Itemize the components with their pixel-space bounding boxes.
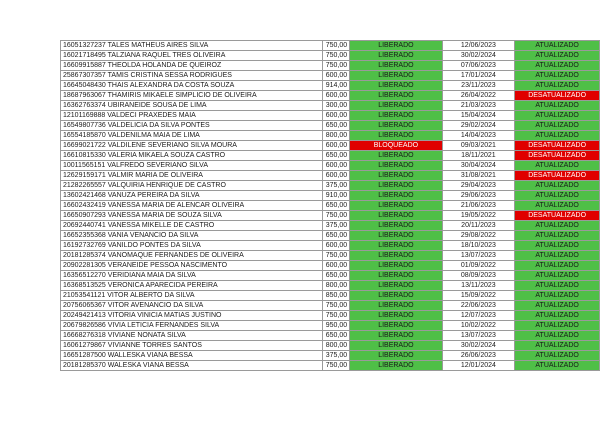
date-cell: 23/11/2023	[442, 81, 515, 91]
value-cell: 600,00	[323, 261, 350, 271]
situation-cell: ATUALIZADO	[515, 201, 600, 211]
situation-cell: DESATUALIZADO	[515, 171, 600, 181]
situation-cell: ATUALIZADO	[515, 271, 600, 281]
table-row	[61, 291, 600, 301]
situation-cell: ATUALIZADO	[515, 231, 600, 241]
name-cell: 25867307357 TAMIS CRISTINA SESSA RODRIGUES	[61, 71, 323, 81]
value-cell: 375,00	[323, 181, 350, 191]
table-row	[61, 351, 600, 361]
name-cell: 12101169888 VALDECI PRAXEDES MAIA	[61, 111, 323, 121]
value-cell: 375,00	[323, 351, 350, 361]
value-cell: 650,00	[323, 151, 350, 161]
situation-cell: ATUALIZADO	[515, 81, 600, 91]
date-cell: 12/07/2023	[442, 311, 515, 321]
status-cell: LIBERADO	[350, 161, 442, 171]
name-cell: 16554185870 VALDENILMA MAIA DE LIMA	[61, 131, 323, 141]
value-cell: 375,00	[323, 221, 350, 231]
table-row	[61, 71, 600, 81]
name-cell: 18687963067 THAMIRIS MIKAELE SIMPLICIO DE OLIVEIRA	[61, 91, 323, 101]
situation-cell: ATUALIZADO	[515, 61, 600, 71]
value-cell: 600,00	[323, 141, 350, 151]
table-row	[61, 141, 600, 151]
value-cell: 750,00	[323, 251, 350, 261]
status-cell: LIBERADO	[350, 51, 442, 61]
situation-cell: ATUALIZADO	[515, 351, 600, 361]
value-cell: 750,00	[323, 311, 350, 321]
date-cell: 29/06/2023	[442, 191, 515, 201]
date-cell: 29/08/2022	[442, 231, 515, 241]
date-cell: 13/07/2023	[442, 251, 515, 261]
table-row	[61, 131, 600, 141]
name-cell: 16061279867 VIVIANNE TORRES SANTOS	[61, 341, 323, 351]
table-row	[61, 61, 600, 71]
status-cell: LIBERADO	[350, 321, 442, 331]
table-row	[61, 311, 600, 321]
status-cell: LIBERADO	[350, 231, 442, 241]
status-cell: LIBERADO	[350, 201, 442, 211]
date-cell: 10/02/2022	[442, 321, 515, 331]
value-cell: 800,00	[323, 131, 350, 141]
name-cell: 21282265557 VALQUIRIA HENRIQUE DE CASTRO	[61, 181, 323, 191]
name-cell: 16609915887 THEOLDA HOLANDA DE QUEIROZ	[61, 61, 323, 71]
value-cell: 750,00	[323, 361, 350, 371]
value-cell: 750,00	[323, 51, 350, 61]
situation-cell: ATUALIZADO	[515, 301, 600, 311]
date-cell: 18/10/2023	[442, 241, 515, 251]
value-cell: 800,00	[323, 281, 350, 291]
status-cell: LIBERADO	[350, 351, 442, 361]
status-cell: LIBERADO	[350, 291, 442, 301]
name-cell: 16668276318 VIVIANE NONATA SILVA	[61, 331, 323, 341]
date-cell: 30/02/2024	[442, 51, 515, 61]
date-cell: 20/11/2023	[442, 221, 515, 231]
value-cell: 300,00	[323, 101, 350, 111]
situation-cell: ATUALIZADO	[515, 261, 600, 271]
name-cell: 21053541121 VITOR ALBERTO DA SILVA	[61, 291, 323, 301]
value-cell: 600,00	[323, 171, 350, 181]
status-cell: LIBERADO	[350, 271, 442, 281]
situation-cell: ATUALIZADO	[515, 181, 600, 191]
date-cell: 26/06/2023	[442, 351, 515, 361]
status-cell: BLOQUEADO	[350, 141, 442, 151]
situation-cell: ATUALIZADO	[515, 111, 600, 121]
name-cell: 16549807736 VALDELICIA DA SILVA PONTES	[61, 121, 323, 131]
table-row	[61, 241, 600, 251]
name-cell: 16602432419 VANESSA MARIA DE ALENCAR OLIVEIRA	[61, 201, 323, 211]
table-row	[61, 261, 600, 271]
name-cell: 16699021722 VALDILENE SEVERIANO SILVA MOURA	[61, 141, 323, 151]
name-cell: 20679826586 VIVIA LETICIA FERNANDES SILVA	[61, 321, 323, 331]
date-cell: 08/09/2023	[442, 271, 515, 281]
date-cell: 12/01/2024	[442, 361, 515, 371]
status-cell: LIBERADO	[350, 71, 442, 81]
name-cell: 13602421468 VANUZA PEREIRA DA SILVA	[61, 191, 323, 201]
situation-cell: ATUALIZADO	[515, 41, 600, 51]
name-cell: 20181285374 VANOMAQUE FERNANDES DE OLIVEIRA	[61, 251, 323, 261]
table-row	[61, 281, 600, 291]
situation-cell: ATUALIZADO	[515, 251, 600, 261]
spreadsheet-table	[60, 40, 600, 371]
date-cell: 29/02/2024	[442, 121, 515, 131]
value-cell: 600,00	[323, 71, 350, 81]
value-cell: 650,00	[323, 271, 350, 281]
date-cell: 15/09/2022	[442, 291, 515, 301]
name-cell: 10011565151 VALFREDO SEVERIANO SILVA	[61, 161, 323, 171]
date-cell: 13/07/2023	[442, 331, 515, 341]
name-cell: 20181285370 WALESKA VIANA BESSA	[61, 361, 323, 371]
value-cell: 750,00	[323, 301, 350, 311]
date-cell: 14/04/2023	[442, 131, 515, 141]
date-cell: 31/08/2021	[442, 171, 515, 181]
status-cell: LIBERADO	[350, 101, 442, 111]
table-row	[61, 211, 600, 221]
table-row	[61, 41, 600, 51]
situation-cell: ATUALIZADO	[515, 281, 600, 291]
date-cell: 12/06/2023	[442, 41, 515, 51]
table-row	[61, 191, 600, 201]
name-cell: 16051327237 TALES MATHEUS AIRES SILVA	[61, 41, 323, 51]
status-cell: LIBERADO	[350, 311, 442, 321]
date-cell: 26/04/2022	[442, 91, 515, 101]
name-cell: 20692440741 VANESSA MIKELLE DE CASTRO	[61, 221, 323, 231]
date-cell: 21/06/2023	[442, 201, 515, 211]
table-row	[61, 151, 600, 161]
status-cell: LIBERADO	[350, 181, 442, 191]
name-cell: 16652355368 VANIA VENANCIO DA SILVA	[61, 231, 323, 241]
value-cell: 650,00	[323, 231, 350, 241]
status-cell: LIBERADO	[350, 61, 442, 71]
situation-cell: ATUALIZADO	[515, 341, 600, 351]
situation-cell: ATUALIZADO	[515, 331, 600, 341]
name-cell: 16610815330 VALERIA MIKAELA SOUZA CASTRO	[61, 151, 323, 161]
value-cell: 600,00	[323, 241, 350, 251]
date-cell: 22/06/2023	[442, 301, 515, 311]
date-cell: 17/01/2024	[442, 71, 515, 81]
date-cell: 09/03/2021	[442, 141, 515, 151]
situation-cell: ATUALIZADO	[515, 101, 600, 111]
name-cell: 16362763374 UBIRANEIDE SOUSA DE LIMA	[61, 101, 323, 111]
name-cell: 16651287500 WALLESKA VIANA BESSA	[61, 351, 323, 361]
situation-cell: ATUALIZADO	[515, 291, 600, 301]
date-cell: 18/11/2021	[442, 151, 515, 161]
status-cell: LIBERADO	[350, 281, 442, 291]
name-cell: 16368513525 VERONICA APARECIDA PEREIRA	[61, 281, 323, 291]
situation-cell: DESATUALIZADO	[515, 141, 600, 151]
status-cell: LIBERADO	[350, 361, 442, 371]
table-row	[61, 181, 600, 191]
status-cell: LIBERADO	[350, 211, 442, 221]
table-row	[61, 361, 600, 371]
situation-cell: ATUALIZADO	[515, 221, 600, 231]
situation-cell: ATUALIZADO	[515, 361, 600, 371]
situation-cell: ATUALIZADO	[515, 321, 600, 331]
situation-cell: DESATUALIZADO	[515, 151, 600, 161]
table-row	[61, 321, 600, 331]
situation-cell: ATUALIZADO	[515, 241, 600, 251]
name-cell: 16021718495 TALZIANA RAQUEL TRES OLIVEIRA	[61, 51, 323, 61]
value-cell: 600,00	[323, 111, 350, 121]
date-cell: 30/02/2024	[442, 341, 515, 351]
value-cell: 914,00	[323, 81, 350, 91]
status-cell: LIBERADO	[350, 241, 442, 251]
status-cell: LIBERADO	[350, 221, 442, 231]
table-row	[61, 271, 600, 281]
table-row	[61, 101, 600, 111]
situation-cell: ATUALIZADO	[515, 121, 600, 131]
table-row	[61, 251, 600, 261]
situation-cell: ATUALIZADO	[515, 191, 600, 201]
table-row	[61, 161, 600, 171]
value-cell: 910,00	[323, 191, 350, 201]
date-cell: 30/04/2024	[442, 161, 515, 171]
date-cell: 15/04/2024	[442, 111, 515, 121]
status-cell: LIBERADO	[350, 111, 442, 121]
name-cell: 20249421413 VITORIA VINICIA MATIAS JUSTINO	[61, 311, 323, 321]
value-cell: 750,00	[323, 41, 350, 51]
table-row	[61, 201, 600, 211]
status-cell: LIBERADO	[350, 41, 442, 51]
table-row	[61, 111, 600, 121]
status-cell: LIBERADO	[350, 151, 442, 161]
name-cell: 20902281305 VERANEIDE PESSOA NASCIMENTO	[61, 261, 323, 271]
name-cell: 16356512270 VERIDIANA MAIA DA SILVA	[61, 271, 323, 281]
table-row	[61, 171, 600, 181]
situation-cell: ATUALIZADO	[515, 131, 600, 141]
table-row	[61, 331, 600, 341]
status-cell: LIBERADO	[350, 301, 442, 311]
status-cell: LIBERADO	[350, 131, 442, 141]
name-cell: 16192732769 VANILDO PONTES DA SILVA	[61, 241, 323, 251]
situation-cell: DESATUALIZADO	[515, 91, 600, 101]
status-cell: LIBERADO	[350, 171, 442, 181]
status-cell: LIBERADO	[350, 341, 442, 351]
name-cell: 16650907293 VANESSA MARIA DE SOUZA SILVA	[61, 211, 323, 221]
value-cell: 650,00	[323, 121, 350, 131]
status-cell: LIBERADO	[350, 91, 442, 101]
value-cell: 800,00	[323, 341, 350, 351]
situation-cell: ATUALIZADO	[515, 311, 600, 321]
value-cell: 650,00	[323, 201, 350, 211]
table-row	[61, 91, 600, 101]
table-row	[61, 341, 600, 351]
date-cell: 13/11/2023	[442, 281, 515, 291]
situation-cell: ATUALIZADO	[515, 71, 600, 81]
table-row	[61, 81, 600, 91]
table-row	[61, 221, 600, 231]
status-cell: LIBERADO	[350, 81, 442, 91]
table-row	[61, 121, 600, 131]
table-row	[61, 51, 600, 61]
status-cell: LIBERADO	[350, 251, 442, 261]
value-cell: 750,00	[323, 211, 350, 221]
situation-cell: DESATUALIZADO	[515, 211, 600, 221]
value-cell: 950,00	[323, 321, 350, 331]
status-cell: LIBERADO	[350, 121, 442, 131]
spreadsheet-body	[61, 41, 600, 371]
date-cell: 29/04/2023	[442, 181, 515, 191]
situation-cell: ATUALIZADO	[515, 51, 600, 61]
name-cell: 16645048430 THAIS ALEXANDRA DA COSTA SOUZA	[61, 81, 323, 91]
name-cell: 20756065367 VITOR AVENANCIO DA SILVA	[61, 301, 323, 311]
value-cell: 650,00	[323, 331, 350, 341]
name-cell: 12629159171 VALMIR MARIA DE OLIVEIRA	[61, 171, 323, 181]
table-row	[61, 301, 600, 311]
value-cell: 600,00	[323, 161, 350, 171]
date-cell: 01/09/2022	[442, 261, 515, 271]
date-cell: 21/03/2023	[442, 101, 515, 111]
status-cell: LIBERADO	[350, 261, 442, 271]
situation-cell: ATUALIZADO	[515, 161, 600, 171]
table-row	[61, 231, 600, 241]
status-cell: LIBERADO	[350, 191, 442, 201]
date-cell: 19/05/2022	[442, 211, 515, 221]
value-cell: 600,00	[323, 91, 350, 101]
value-cell: 850,00	[323, 291, 350, 301]
date-cell: 07/06/2023	[442, 61, 515, 71]
status-cell: LIBERADO	[350, 331, 442, 341]
value-cell: 750,00	[323, 61, 350, 71]
